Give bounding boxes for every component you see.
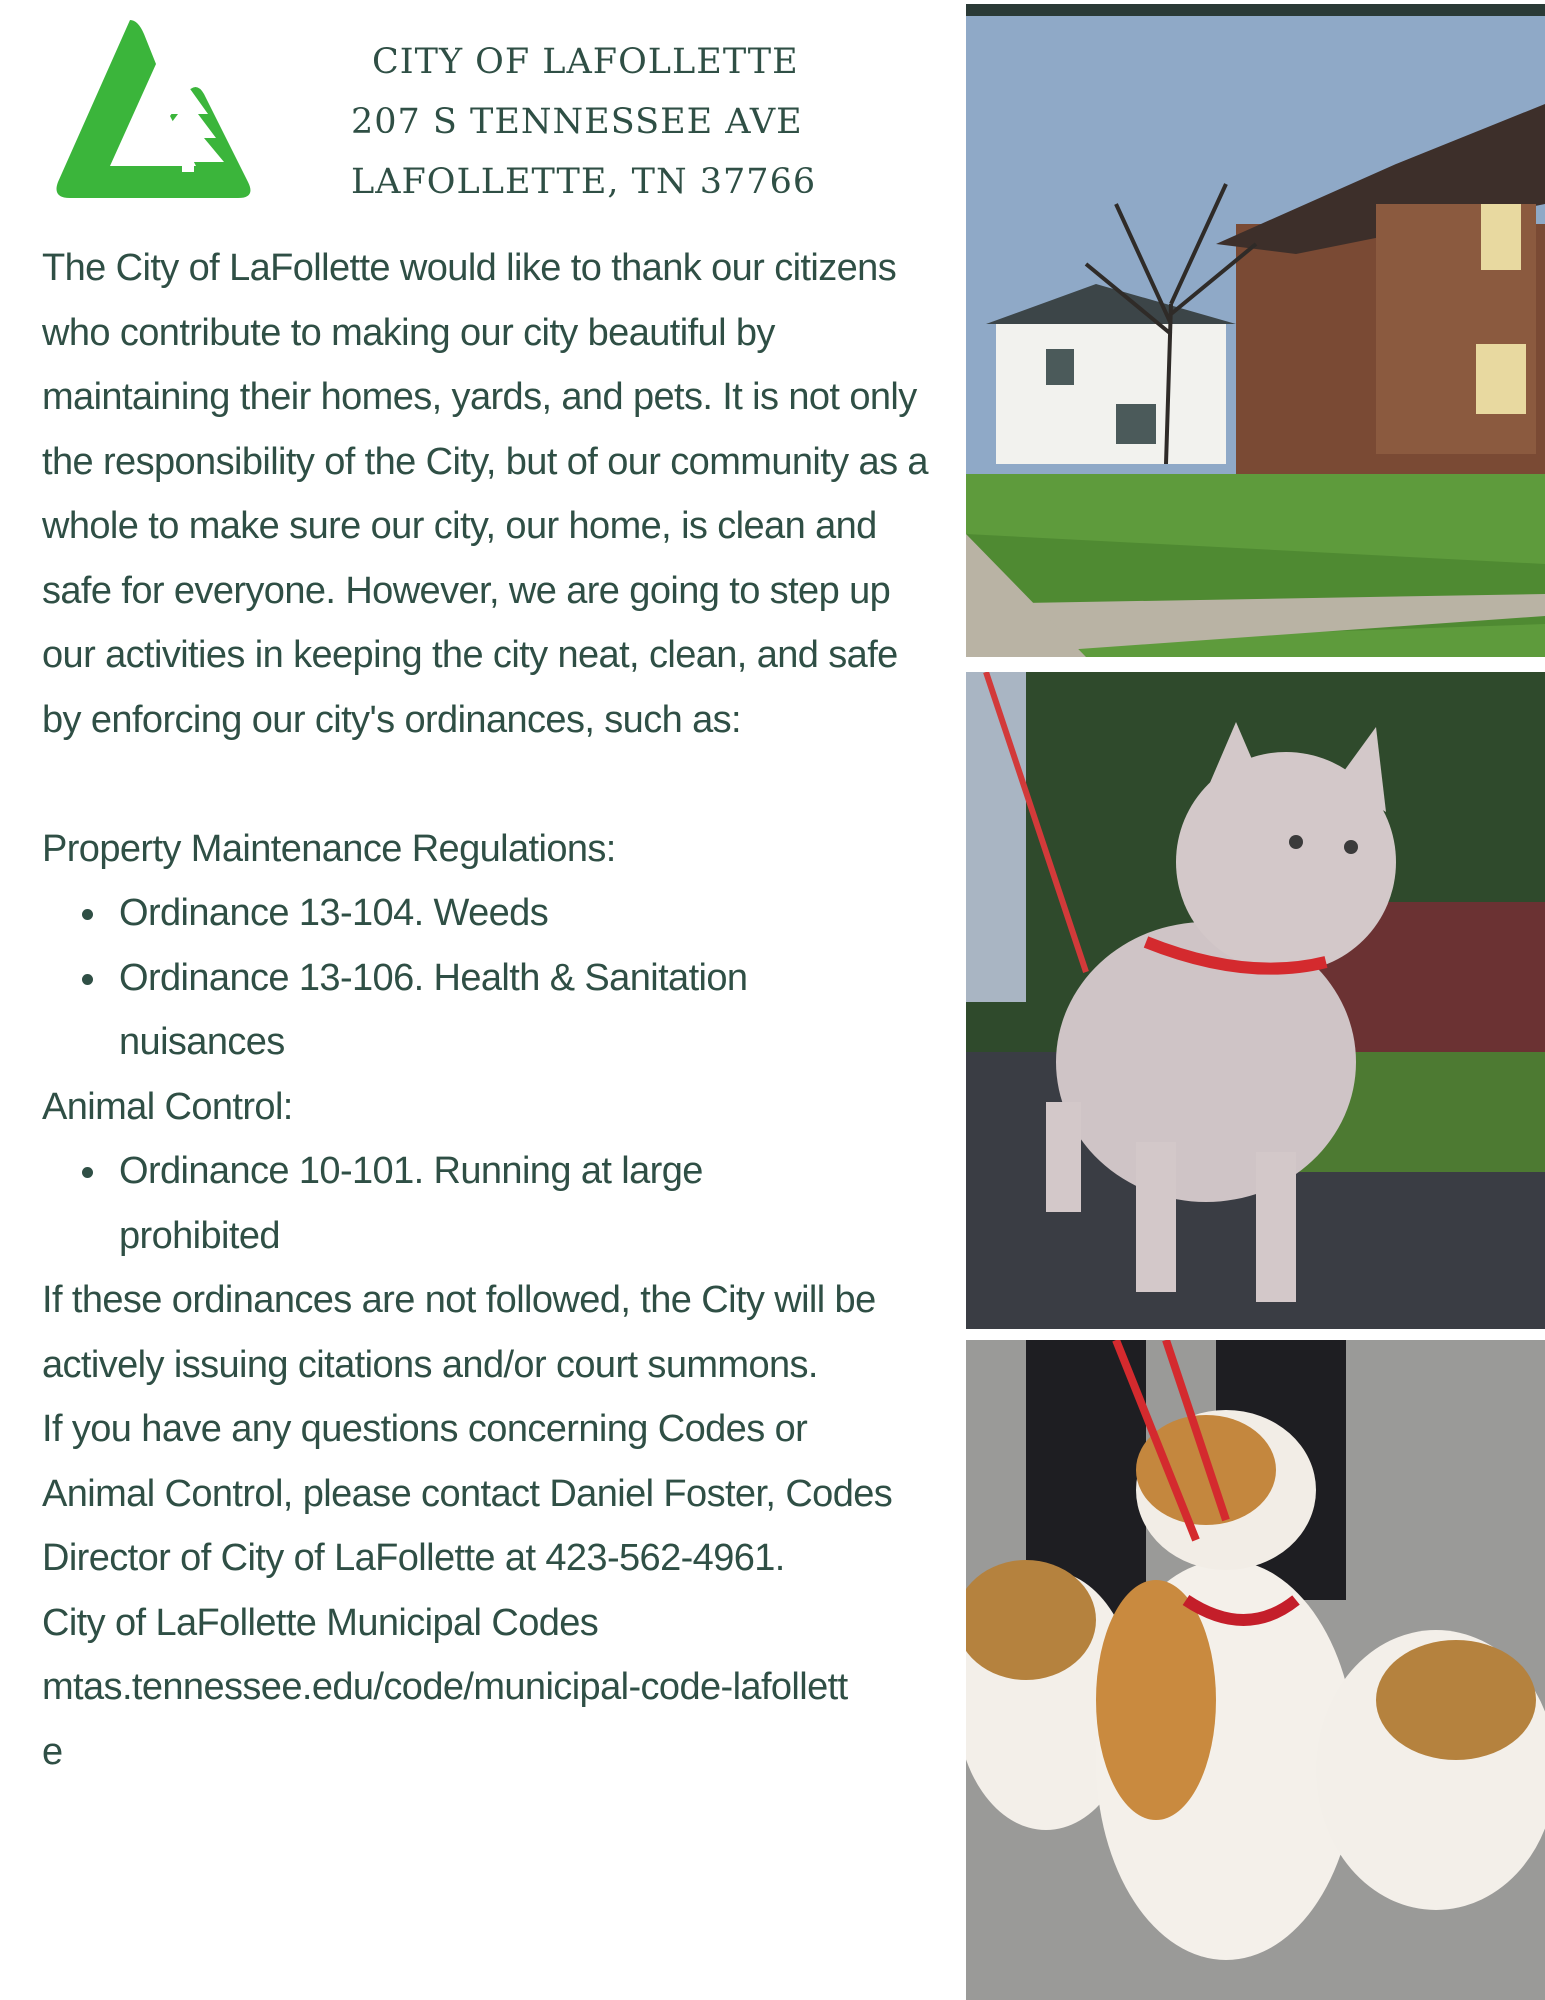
notice-body bbox=[42, 236, 942, 1784]
codes-link[interactable]: mtas.tennessee.edu/code/municipal-code-lafollette bbox=[42, 1666, 848, 1773]
property-ordinance-list bbox=[42, 881, 942, 1075]
section-title-property: Property Maintenance Regulations: bbox=[42, 827, 616, 870]
city-name: CITY OF LAFOLLETTE bbox=[372, 42, 799, 82]
list-item: Ordinance 13-104. Weeds bbox=[119, 881, 942, 946]
city-header bbox=[320, 32, 880, 212]
cat-photo bbox=[966, 672, 1545, 1329]
list-item: Ordinance 13-106. Health & Sanitation nuisances bbox=[119, 946, 839, 1075]
warning-paragraph: If these ordinances are not followed, the City will be actively issuing citations and/or court summons. bbox=[42, 1279, 876, 1386]
street-address: 207 S TENNESSEE AVE bbox=[351, 102, 803, 142]
house-photo bbox=[966, 4, 1545, 657]
animal-ordinance-list bbox=[42, 1139, 942, 1268]
intro-paragraph: The City of LaFollette would like to thank our citizens who contribute to making our city beautiful by maintaining their homes, yards, and pets. It is not only the responsibility of the City, but of our community as a whole to make sure our city, our home, is clean and safe for everyone. However, we are going to step up our activities in keeping the city neat, clean, and safe by enforcing our city's ordinances, such as: bbox=[42, 247, 928, 741]
list-item: Ordinance 10-101. Running at large prohibited bbox=[119, 1139, 819, 1268]
city-logo bbox=[48, 16, 258, 202]
section-title-animal: Animal Control: bbox=[42, 1085, 293, 1128]
city-state-zip: LAFOLLETTE, TN 37766 bbox=[351, 162, 817, 202]
contact-paragraph: If you have any questions concerning Codes or Animal Control, please contact Daniel Foster, Codes Director of City of LaFollette at 423-562-4961. bbox=[42, 1408, 893, 1579]
codes-title: City of LaFollette Municipal Codes bbox=[42, 1601, 599, 1644]
dogs-photo bbox=[966, 1340, 1545, 2000]
